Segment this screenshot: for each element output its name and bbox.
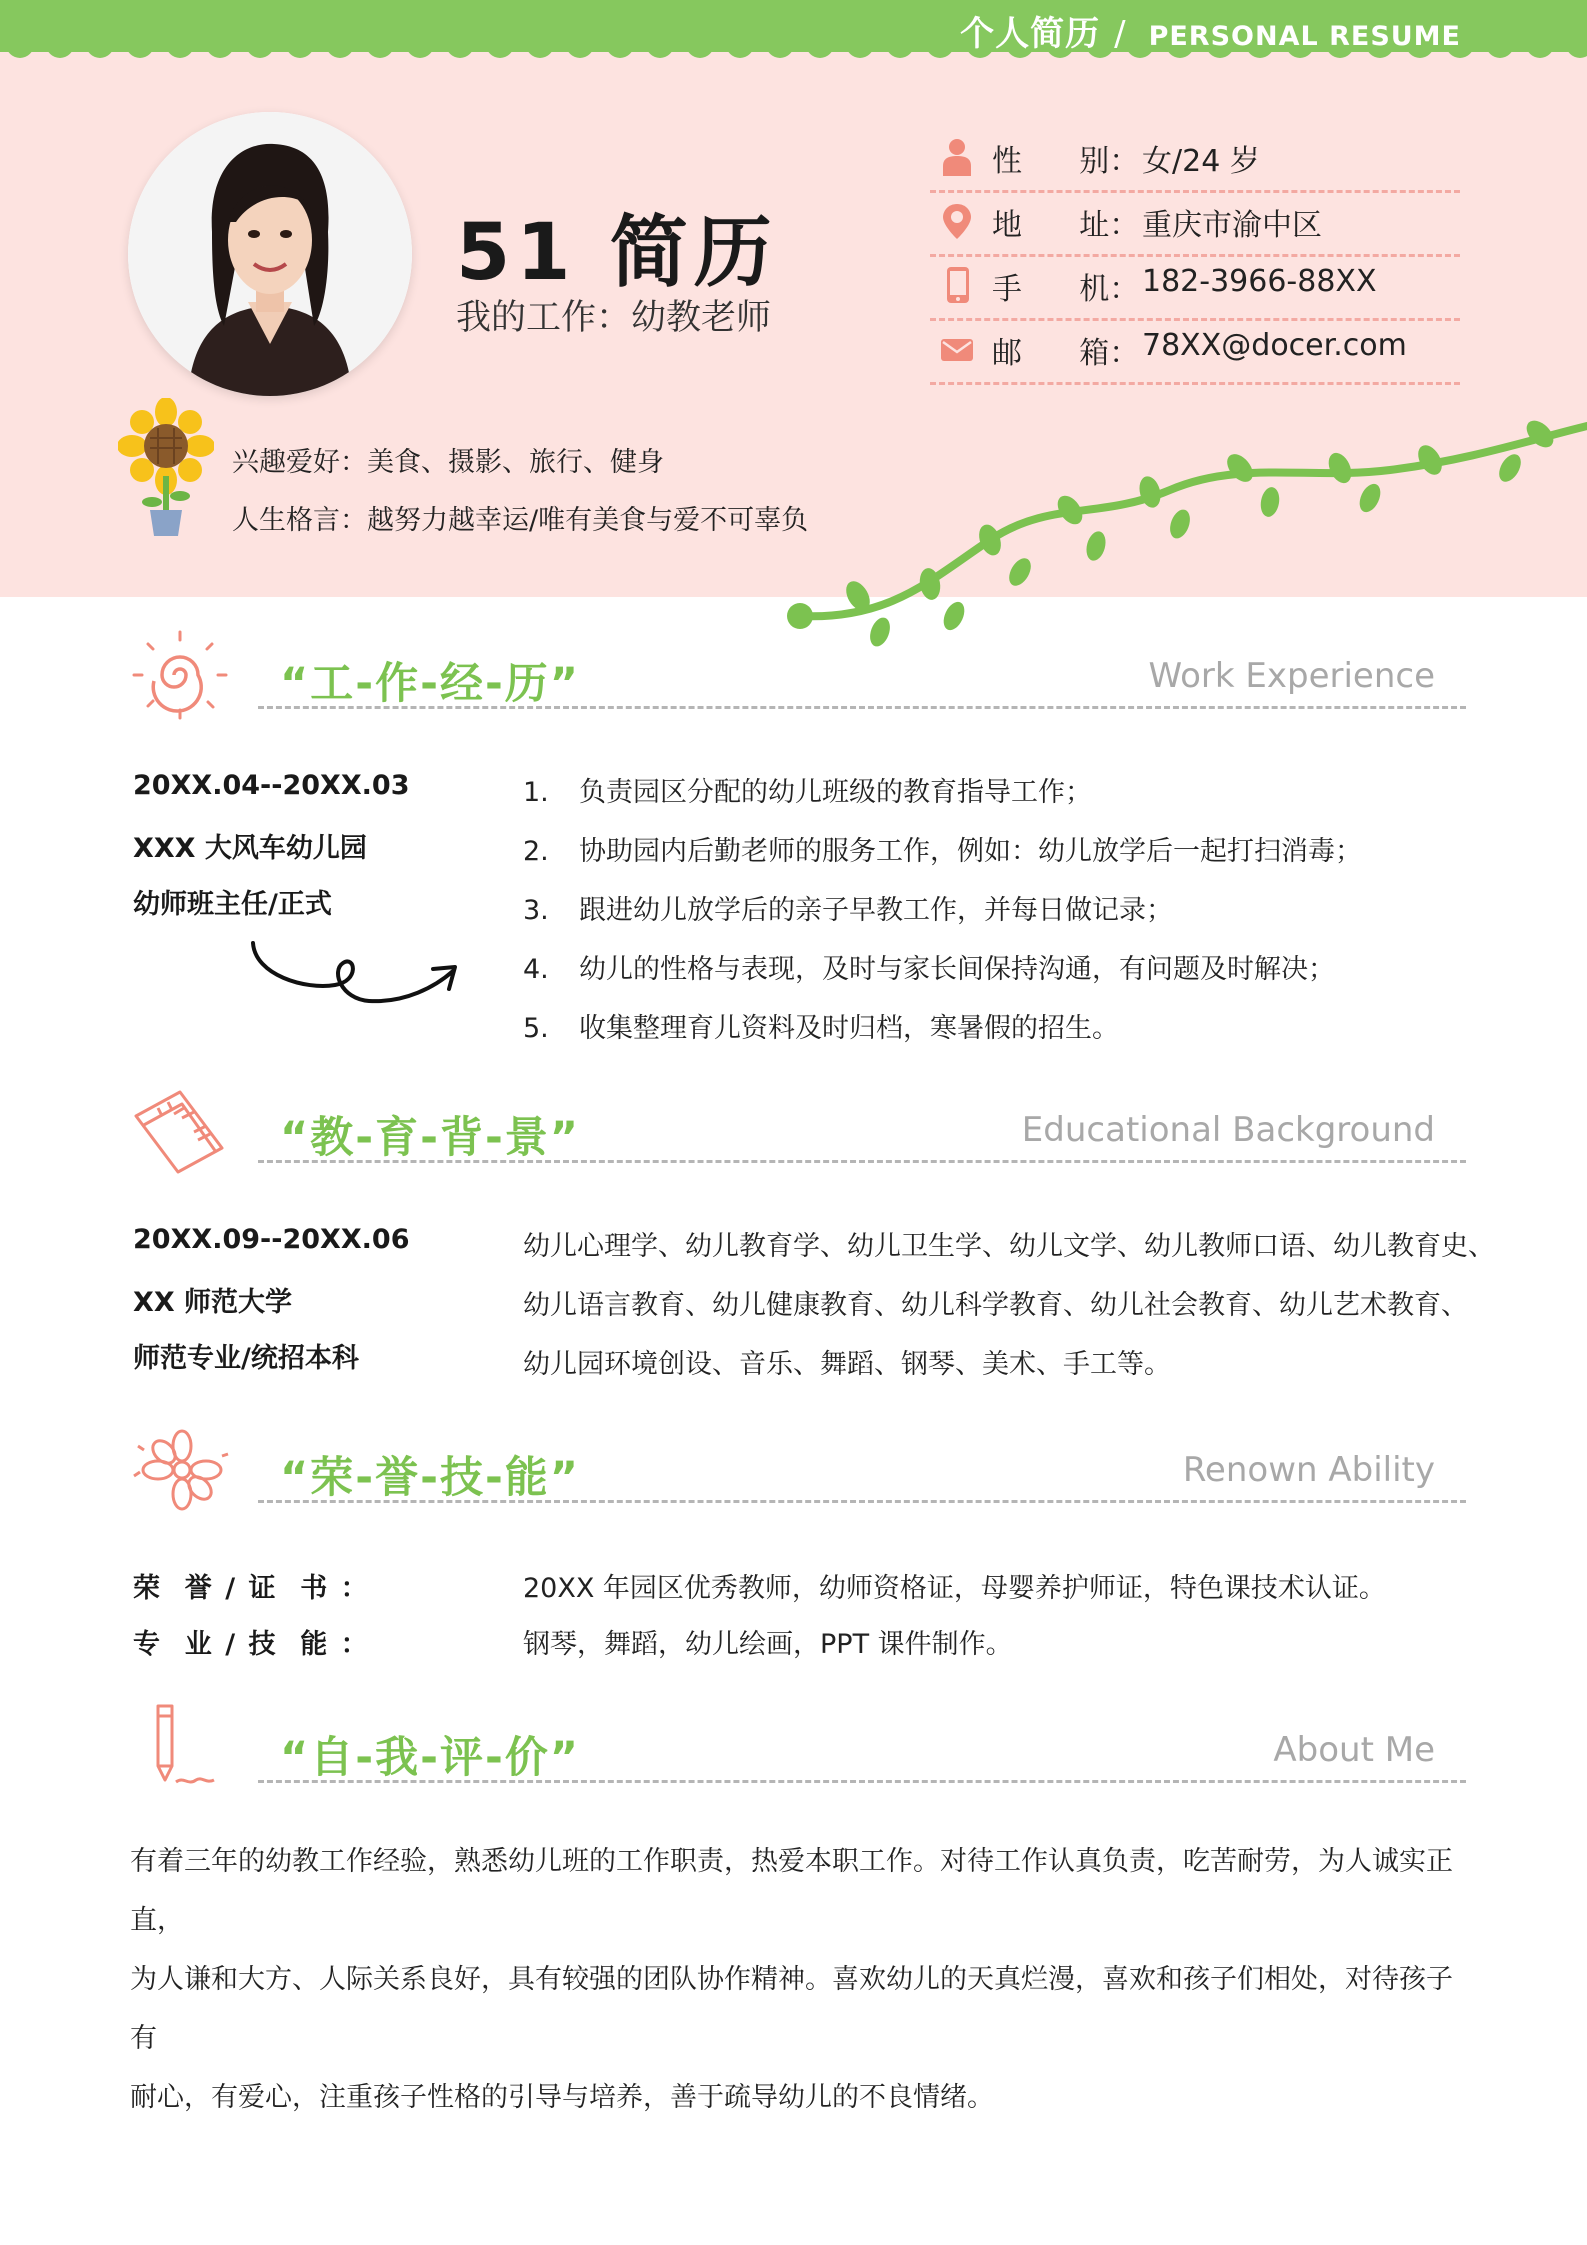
info-row-address: [930, 192, 1460, 257]
skills-value: 钢琴，舞蹈，幼儿绘画，PPT 课件制作。: [523, 1629, 1013, 1660]
work-item: 2. 协助园内后勤老师的服务工作，例如：幼儿放学后一起打扫消毒；: [523, 836, 1362, 867]
section-title-education: “教-育-背-景”: [280, 1113, 581, 1163]
location-pin-icon: [940, 202, 974, 240]
section-title-education-en: Educational Background: [1021, 1110, 1435, 1150]
skills-label: 专 业 / 技 能 ：: [133, 1629, 370, 1660]
flower-doodle-icon: [128, 1426, 232, 1516]
info-value-address: 重庆市渝中区: [1142, 208, 1322, 243]
edu-courses-line: 幼儿心理学、幼儿教育学、幼儿卫生学、幼儿文学、幼儿教师口语、幼儿教育史、: [523, 1231, 1495, 1262]
work-period: 20XX.04--20XX.03: [133, 770, 410, 801]
honors-label: 荣 誉 / 证 书 ：: [133, 1573, 370, 1604]
arrow-doodle-icon: [245, 935, 465, 1015]
info-label: 邮 箱：: [992, 336, 1140, 371]
section-divider: [258, 706, 1466, 709]
info-label: 性 别：: [992, 144, 1140, 179]
edu-school: XX 师范大学: [133, 1287, 293, 1318]
sun-doodle-icon: [128, 630, 232, 720]
vine-decoration: [770, 420, 1587, 650]
section-divider: [258, 1500, 1466, 1503]
banner-separator: /: [1114, 14, 1127, 54]
section-title-honors-en: Renown Ability: [1182, 1450, 1435, 1490]
edu-major: 师范专业/统招本科: [133, 1343, 359, 1374]
info-row-gender: [930, 128, 1460, 193]
edu-courses-line: 幼儿园环境创设、音乐、舞蹈、钢琴、美术、手工等。: [523, 1349, 1171, 1380]
work-item: 5. 收集整理育儿资料及时归档，寒暑假的招生。: [523, 1013, 1119, 1044]
info-value-phone: 182-3966-88XX: [1142, 264, 1377, 299]
work-item: 3. 跟进幼儿放学后的亲子早教工作，并每日做记录；: [523, 895, 1173, 926]
person-icon: [940, 138, 974, 176]
info-row-phone: [930, 256, 1460, 321]
work-item: 4. 幼儿的性格与表现，及时与家长间保持沟通，有问题及时解决；: [523, 954, 1335, 985]
job-title: 我的工作：幼教老师: [456, 298, 772, 338]
about-line: 耐心，有爱心，注重孩子性格的引导与培养，善于疏导幼儿的不良情绪。: [130, 2082, 994, 2113]
sunflower-icon: [118, 398, 214, 538]
pencil-doodle-icon: [128, 1700, 232, 1790]
phone-icon: [940, 266, 974, 304]
section-title-honors: “荣-誉-技-能”: [280, 1453, 581, 1503]
section-divider: [258, 1780, 1466, 1783]
work-position: 幼师班主任/正式: [133, 889, 332, 920]
edu-period: 20XX.09--20XX.06: [133, 1224, 410, 1255]
banner-title-en: PERSONAL RESUME: [1148, 21, 1461, 52]
about-line: 为人谦和大方、人际关系良好，具有较强的团队协作精神。喜欢幼儿的天真烂漫，喜欢和孩子们相处，对待孩子有: [130, 1964, 1453, 2054]
work-item: 1. 负责园区分配的幼儿班级的教育指导工作；: [523, 777, 1092, 808]
banner-title: [960, 6, 1461, 55]
info-label: 手 机：: [992, 272, 1140, 307]
about-paragraph: [130, 1832, 1470, 2127]
info-label: 地 址：: [992, 208, 1140, 243]
about-line: 有着三年的幼教工作经验，熟悉幼儿班的工作职责，热爱本职工作。对待工作认真负责，吃苦耐劳，为人诚实正直，: [130, 1846, 1453, 1936]
section-title-about-en: About Me: [1273, 1730, 1435, 1770]
section-divider: [258, 1160, 1466, 1163]
section-title-work: “工-作-经-历”: [280, 659, 581, 709]
honors-value: 20XX 年园区优秀教师，幼师资格证，母婴养护师证，特色课技术认证。: [523, 1573, 1386, 1604]
edu-courses-line: 幼儿语言教育、幼儿健康教育、幼儿科学教育、幼儿社会教育、幼儿艺术教育、: [523, 1290, 1468, 1321]
banner-title-cn: 个人简历: [960, 14, 1101, 54]
info-value-email: 78XX@docer.com: [1142, 328, 1407, 363]
mail-icon: [940, 330, 974, 368]
motto: 人生格言：越努力越幸运/唯有美食与爱不可辜负: [232, 505, 809, 536]
work-company: XXX 大风车幼儿园: [133, 833, 367, 864]
info-row-email: [930, 320, 1460, 385]
notebook-doodle-icon: [128, 1086, 232, 1176]
section-title-about: “自-我-评-价”: [280, 1733, 581, 1783]
info-value-gender: 女/24 岁: [1142, 144, 1260, 179]
section-title-work-en: Work Experience: [1148, 656, 1435, 696]
hobbies: 兴趣爱好：美食、摄影、旅行、健身: [232, 447, 664, 478]
candidate-name: 51 简历: [456, 208, 778, 298]
avatar: [128, 112, 412, 396]
